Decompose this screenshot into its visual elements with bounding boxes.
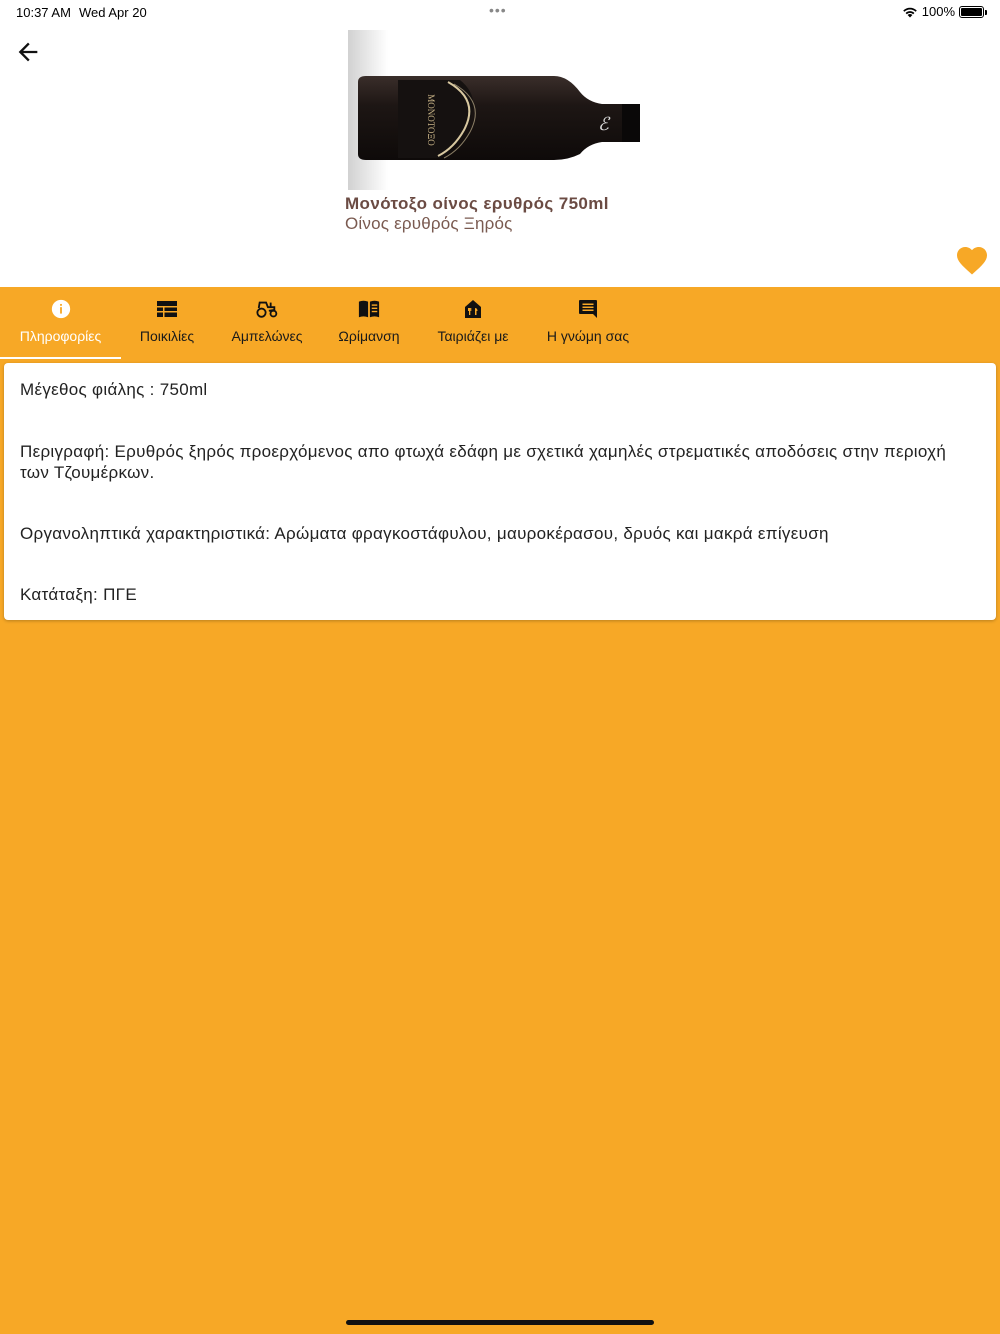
tractor-icon bbox=[256, 298, 278, 320]
battery-percent: 100% bbox=[921, 4, 955, 19]
heart-icon[interactable] bbox=[954, 242, 990, 276]
tab-label: Ταιριάζει με bbox=[437, 328, 509, 344]
wifi-icon bbox=[902, 6, 918, 18]
battery-icon bbox=[959, 6, 984, 18]
classification-text: Κατάταξη: ΠΓΕ bbox=[20, 585, 137, 604]
arrow-left-icon[interactable] bbox=[14, 38, 42, 66]
tab-bar bbox=[0, 287, 1000, 359]
active-tab-indicator bbox=[0, 357, 121, 359]
svg-text:ΜΟΝΟΤΟΞΟ: ΜΟΝΟΤΟΞΟ bbox=[426, 94, 436, 146]
tasting-notes-text: Οργανοληπτικά χαρακτηριστικά: Αρώματα φραγκοστάφυλου, μαυροκέρασου, δρυός και μακρά επίγευση bbox=[20, 524, 829, 543]
tab-pairing[interactable] bbox=[417, 287, 529, 359]
tab-label: Ωρίμανση bbox=[338, 328, 400, 344]
product-header bbox=[0, 24, 1000, 287]
tab-varieties[interactable] bbox=[121, 287, 213, 359]
tab-label: Ποικιλίες bbox=[139, 328, 195, 344]
description-text: Περιγραφή: Ερυθρός ξηρός προερχόμενος απο φτωχά εδάφη με σχετικά χαμηλές στρεματικές αποδόσεις στην περιοχή των Τζουμέρκων. bbox=[20, 442, 947, 482]
product-title: Μονότοξο οίνος ερυθρός 750ml bbox=[345, 194, 609, 213]
svg-text:ℰ: ℰ bbox=[598, 114, 609, 134]
comment-icon bbox=[577, 298, 599, 320]
table-icon bbox=[156, 298, 178, 320]
tab-info[interactable] bbox=[0, 287, 121, 359]
tab-vineyards[interactable] bbox=[213, 287, 321, 359]
restaurant-icon bbox=[462, 298, 484, 320]
tab-label: Πληροφορίες bbox=[19, 328, 102, 344]
multitasking-dots-icon[interactable]: ••• bbox=[489, 2, 507, 18]
tab-aging[interactable] bbox=[321, 287, 417, 359]
wine-bottle-image bbox=[340, 30, 660, 190]
info-card bbox=[4, 363, 996, 620]
status-bar bbox=[0, 0, 1000, 24]
tab-opinion[interactable] bbox=[529, 287, 647, 359]
product-subtitle: Οίνος ερυθρός Ξηρός bbox=[345, 214, 513, 233]
bottle-size-text: Μέγεθος φιάλης : 750ml bbox=[20, 380, 208, 399]
status-indicators bbox=[902, 4, 984, 19]
home-indicator[interactable] bbox=[346, 1320, 654, 1325]
tab-label: Η γνώμη σας bbox=[546, 328, 630, 344]
status-date: Wed Apr 20 bbox=[79, 5, 147, 20]
tab-label: Αμπελώνες bbox=[231, 328, 303, 344]
info-icon bbox=[50, 298, 72, 320]
status-time: 10:37 AM bbox=[16, 5, 71, 20]
menu-book-icon bbox=[358, 298, 380, 320]
